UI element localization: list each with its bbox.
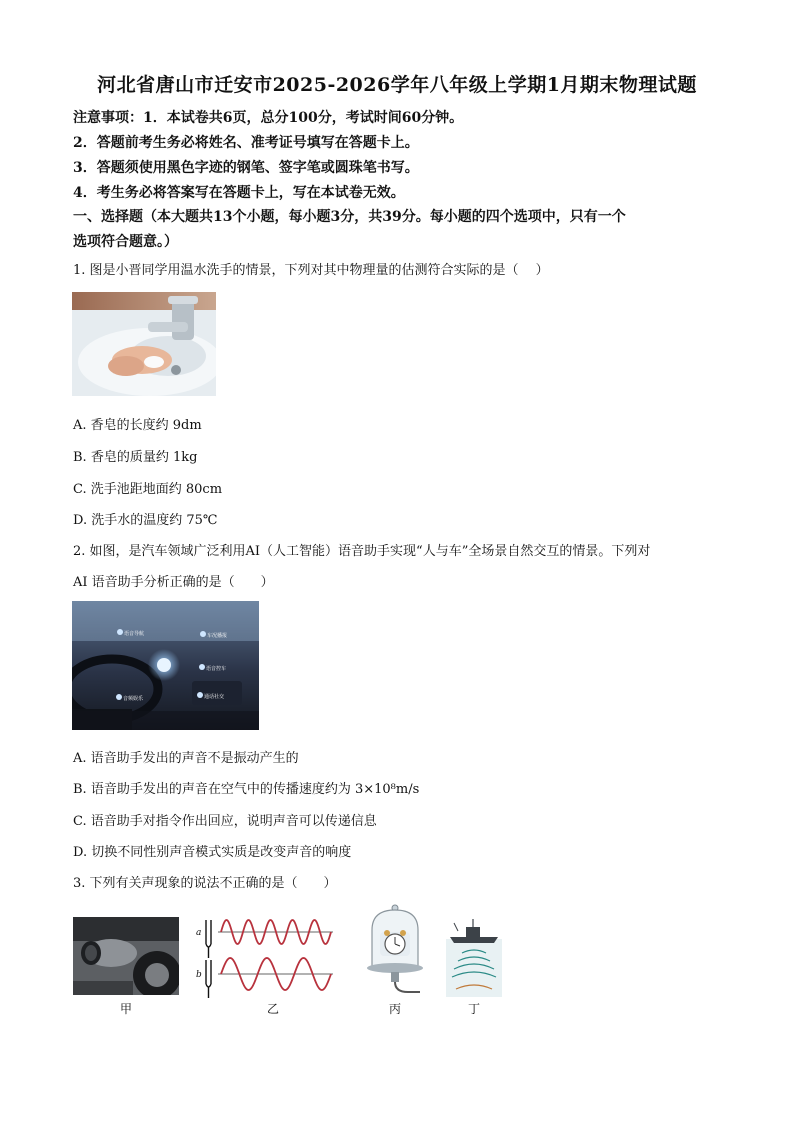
q3-figure-yi-waves: [193, 914, 338, 1000]
page-title: 河北省唐山市迁安市2025-2026学年八年级上学期1月期末物理试题: [97, 74, 697, 96]
q2-stem-line-1: 2. 如图，是汽车领域广泛利用AI（人工智能）语音助手实现“人与车”全场景自然交互的情景。下列对: [73, 544, 651, 559]
screen-label-status: 车况播报: [207, 633, 228, 639]
q2-option-c: C. 语音助手对指令作出回应，说明声音可以传递信息: [73, 814, 377, 829]
q1-option-d: D. 洗手水的温度约 75℃: [73, 513, 218, 528]
notes-line-4: 4．考生务必将答案写在答题卡上，写在本试卷无效。: [73, 185, 405, 201]
section-heading-line-2: 选项符合题意。）: [73, 234, 178, 250]
q1-option-b: B. 香皂的质量约 1kg: [73, 450, 198, 465]
q3-figure-ding-ship-sonar: [446, 917, 502, 997]
q1-option-a: A. 香皂的长度约 9dm: [73, 418, 202, 433]
q1-option-c: C. 洗手池距地面约 80cm: [73, 482, 223, 497]
q2-stem-line-2: AI 语音助手分析正确的是（ ）: [73, 575, 274, 590]
notes-line-2: 2．答题前考生务必将姓名、准考证号填写在答题卡上。: [73, 135, 419, 151]
notes-line-1: 注意事项：1．本试卷共6页，总分100分，考试时间60分钟。: [73, 110, 464, 126]
section-heading-line-1: 一、选择题（本大题共13个小题，每小题3分，共39分。每小题的四个选项中，只有一个: [73, 209, 626, 225]
q3-figure-jia-exhaust: [73, 917, 179, 995]
q1-handwash-image: [72, 292, 216, 396]
screen-label-control: 语音控车: [206, 666, 227, 672]
q2-option-d: D. 切换不同性别声音模式实质是改变声音的响度: [73, 845, 352, 860]
screen-label-call: 通话社交: [204, 694, 225, 700]
screen-label-nav: 语音导航: [124, 631, 145, 637]
wave-label-a: a: [196, 928, 202, 938]
wave-label-b: b: [196, 970, 202, 980]
notes-line-3: 3．答题须使用黑色字迹的钢笔、签字笔或圆珠笔书写。: [73, 160, 419, 176]
tuning-fork-a: [206, 920, 211, 958]
q3-stem: 3. 下列有关声现象的说法不正确的是（ ）: [73, 876, 337, 891]
q2-option-a: A. 语音助手发出的声音不是振动产生的: [73, 751, 299, 766]
screen-label-audio: 音频娱乐: [123, 696, 144, 702]
q3-figure-bing-bell-jar: [360, 902, 430, 998]
caption-yi: 乙: [266, 1002, 279, 1016]
caption-bing: 丙: [388, 1002, 401, 1016]
q1-stem: 1. 图是小晋同学用温水洗手的情景，下列对其中物理量的估测符合实际的是（ ）: [73, 263, 549, 278]
q2-car-ai-image: [72, 601, 259, 730]
caption-ding: 丁: [467, 1002, 480, 1016]
caption-jia: 甲: [119, 1002, 132, 1016]
q2-option-b: B. 语音助手发出的声音在空气中的传播速度约为 3×10⁸m/s: [73, 782, 420, 797]
tuning-fork-b: [206, 960, 211, 998]
